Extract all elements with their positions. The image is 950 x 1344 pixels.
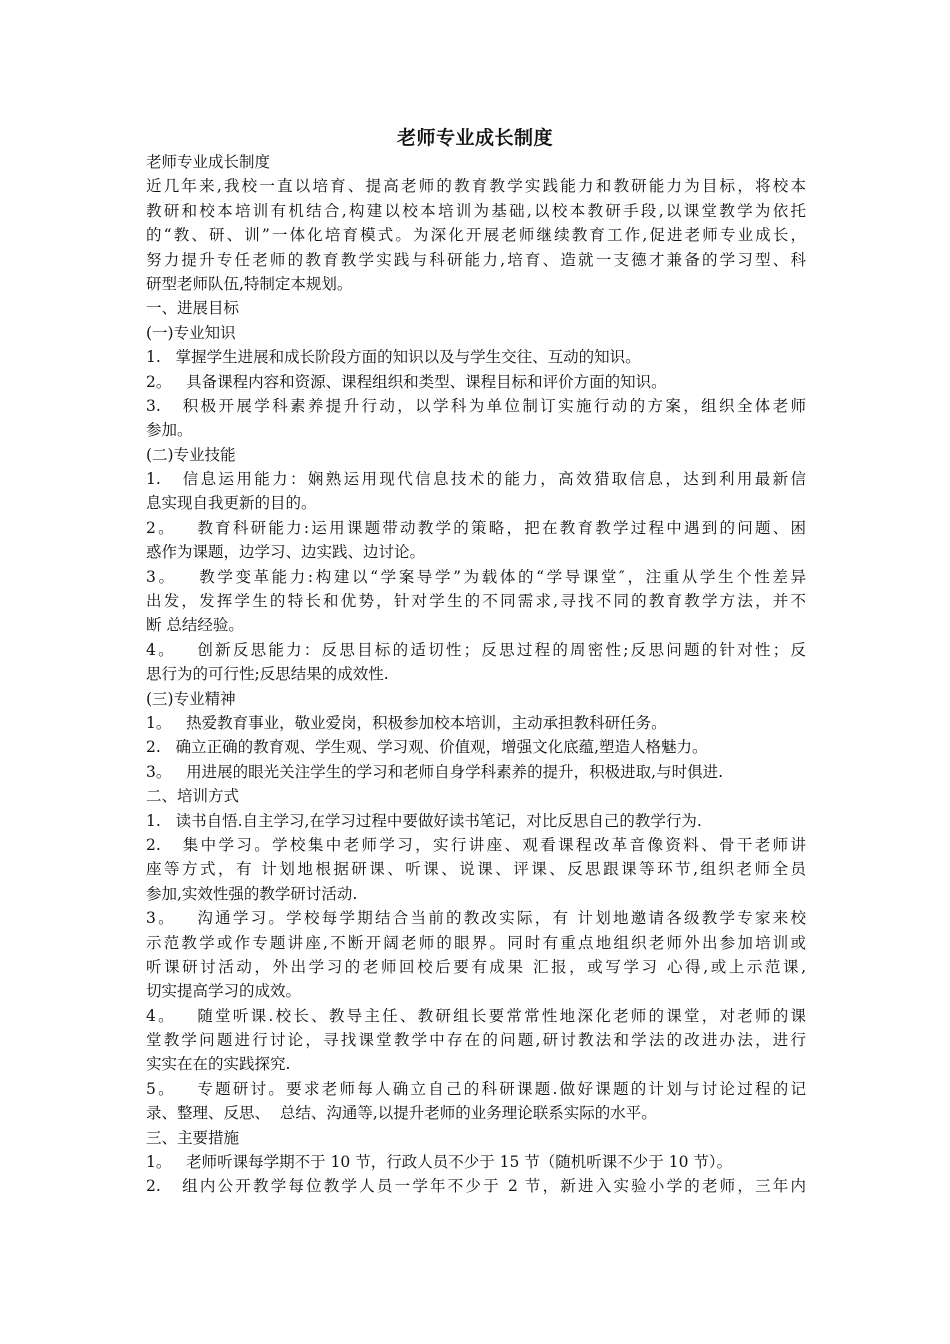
text-line: 3。 沟通学习。学校每学期结合当前的教改实际，有 计划地邀请各级教学专家来校	[146, 909, 806, 928]
text-line: 1. 信息运用能力：娴熟运用现代信息技术的能力，高效猎取信息，达到利用最新信	[146, 470, 806, 489]
text-line: 努力提升专任老师的教育教学实践与科研能力,培育、造就一支德才兼备的学习型、科	[146, 250, 806, 269]
text-line: 息实现自我更新的目的。	[146, 494, 317, 513]
text-line: 2. 集中学习。学校集中老师学习，实行讲座、观看课程改革音像资料、骨干老师讲	[146, 835, 806, 854]
text-line: 录、整理、反思、 总结、沟通等,以提升老师的业务理论联系实际的水平。	[146, 1104, 657, 1123]
text-line: 1. 掌握学生进展和成长阶段方面的知识以及与学生交往、互动的知识。	[146, 348, 641, 367]
text-line: 惑作为课题，边学习、边实践、边讨论。	[146, 543, 426, 562]
text-line: (三)专业精神	[146, 689, 236, 708]
text-line: 示范教学或作专题讲座,不断开阔老师的眼界。同时有重点地组织老师外出参加培训或	[146, 933, 806, 952]
text-line: 2. 组内公开教学每位教学人员一学年不少于 2 节，新进入实验小学的老师，三年内	[146, 1177, 806, 1196]
text-line: 二、培训方式	[146, 787, 240, 806]
document-body	[146, 150, 806, 1199]
text-line: (一)专业知识	[146, 323, 236, 342]
text-line: 1. 读书自悟.自主学习,在学习过程中要做好读书笔记，对比反思自己的教学行为.	[146, 811, 702, 830]
text-line: 的“教、研、训”一体化培育模式。为深化开展老师继续教育工作,促进老师专业成长，	[146, 226, 806, 245]
text-line: 4。 随堂听课.校长、教导主任、教研组长要常常性地深化老师的课堂，对老师的课	[146, 1006, 806, 1025]
text-line: 3。 用进展的眼光关注学生的学习和老师自身学科素养的提升，积极进取,与时俱进.	[146, 762, 723, 781]
text-line: 2。 具备课程内容和资源、课程组织和类型、课程目标和评价方面的知识。	[146, 372, 667, 391]
text-line: 老师专业成长制度	[146, 153, 271, 171]
text-line: 参加。	[146, 421, 193, 440]
text-line: 断 总结经验。	[146, 616, 244, 635]
text-line: 1。 老师听课每学期不于 10 节，行政人员不少于 15 节（随机听课不少于 10 节）。	[146, 1153, 733, 1172]
text-line: 4。 创新反思能力：反思目标的适切性；反思过程的周密性;反思问题的针对性；反	[146, 640, 806, 659]
text-line: 实实在在的实践探究.	[146, 1055, 291, 1074]
text-line: 切实提高学习的成效。	[146, 982, 302, 1001]
text-line: 三、主要措施	[146, 1128, 240, 1147]
document-title: 老师专业成长制度	[396, 127, 553, 149]
text-line: 堂教学问题进行讨论，寻找课堂教学中存在的问题,研讨教法和学法的改进办法，进行	[146, 1031, 806, 1050]
text-line: (二)专业技能	[146, 445, 236, 464]
text-line: 思行为的可行性;反思结果的成效性.	[146, 665, 389, 684]
text-line: 一、进展目标	[146, 299, 240, 318]
text-line: 3. 积极开展学科素养提升行动，以学科为单位制订实施行动的方案，组织全体老师	[146, 396, 806, 415]
text-line: 出发，发挥学生的特长和优势，针对学生的不同需求,寻找不同的教育教学方法，并不	[146, 592, 806, 611]
text-line: 教研和校本培训有机结合,构建以校本培训为基础,以校本教研手段,以课堂教学为依托	[146, 201, 806, 220]
text-line: 5。 专题研讨。要求老师每人确立自己的科研课题.做好课题的计划与讨论过程的记	[146, 1079, 806, 1098]
text-line: 座等方式，有 计划地根据研课、听课、说课、评课、反思跟课等环节,组织老师全员	[146, 860, 806, 879]
text-line: 1。 热爱教育事业，敬业爱岗，积极参加校本培训，主动承担教科研任务。	[146, 713, 667, 732]
text-line: 2. 确立正确的教育观、学生观、学习观、价值观，增强文化底蕴,塑造人格魅力。	[146, 738, 708, 757]
text-line: 近几年来,我校一直以培育、提高老师的教育教学实践能力和教研能力为目标，将校本	[146, 177, 806, 196]
text-line: 3。 教学变革能力:构建以“学案导学”为载体的“学导课堂″，注重从学生个性差异	[146, 567, 806, 586]
text-line: 参加,实效性强的教学研讨活动.	[146, 884, 358, 903]
text-line: 2。 教育科研能力:运用课题带动教学的策略，把在教育教学过程中遇到的问题、困	[146, 518, 806, 537]
text-line: 听课研讨活动，外出学习的老师回校后要有成果 汇报，或写学习 心得,或上示范课,	[146, 957, 806, 976]
text-line: 研型老师队伍,特制定本规划。	[146, 274, 353, 293]
